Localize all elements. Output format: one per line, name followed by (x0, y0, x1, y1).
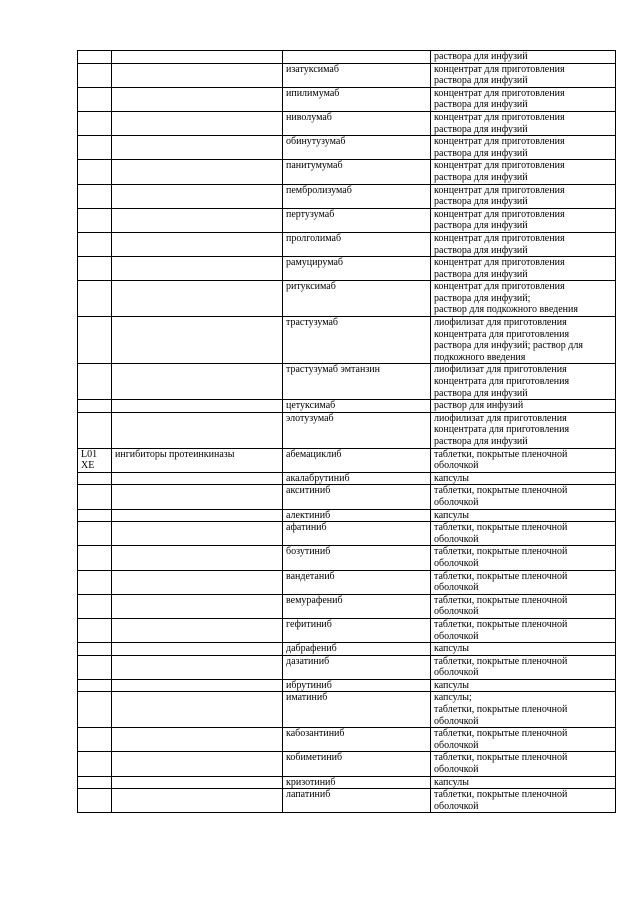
drug-name-cell: ипилимумаб (283, 87, 431, 111)
atc-code-cell (78, 63, 112, 87)
atc-code-cell (78, 570, 112, 594)
group-name-cell (112, 317, 283, 364)
table-row (78, 257, 616, 281)
table-row (78, 679, 616, 692)
dosage-form-cell: таблетки, покрытые пленочной оболочкой (431, 546, 616, 570)
dosage-form-cell: таблетки, покрытые пленочной оболочкой (431, 594, 616, 618)
atc-code-cell (78, 522, 112, 546)
atc-code-cell (78, 618, 112, 642)
table-row (78, 208, 616, 232)
table-row (78, 51, 616, 64)
table-row (78, 160, 616, 184)
drug-name-cell: ритуксимаб (283, 281, 431, 317)
dosage-form-cell: лиофилизат для приготовления концентрата для приготовления раствора для инфузий; раствор для подкожного введения (431, 317, 616, 364)
group-name-cell (112, 789, 283, 813)
drug-name-cell: бозутиниб (283, 546, 431, 570)
group-name-cell (112, 522, 283, 546)
drug-name-cell (283, 51, 431, 64)
group-name-cell (112, 679, 283, 692)
group-name-cell (112, 51, 283, 64)
group-name-cell (112, 485, 283, 509)
dosage-form-cell: капсулы (431, 776, 616, 789)
drug-name-cell: цетуксимаб (283, 400, 431, 413)
table-row (78, 570, 616, 594)
group-name-cell (112, 752, 283, 776)
group-name-cell (112, 184, 283, 208)
drug-name-cell: лапатиниб (283, 789, 431, 813)
dosage-form-cell: концентрат для приготовления раствора для инфузий (431, 111, 616, 135)
atc-code-cell (78, 546, 112, 570)
table-row (78, 232, 616, 256)
drug-name-cell: алектиниб (283, 509, 431, 522)
dosage-form-cell: таблетки, покрытые пленочной оболочкой (431, 655, 616, 679)
drug-name-cell: акситиниб (283, 485, 431, 509)
group-name-cell (112, 472, 283, 485)
drug-list-table (77, 50, 616, 813)
atc-code-cell (78, 184, 112, 208)
drug-name-cell: вандетаниб (283, 570, 431, 594)
drug-name-cell: кризотиниб (283, 776, 431, 789)
atc-code-cell (78, 728, 112, 752)
group-name-cell (112, 400, 283, 413)
group-name-cell (112, 728, 283, 752)
drug-name-cell: иматиниб (283, 692, 431, 728)
table-row (78, 752, 616, 776)
dosage-form-cell: таблетки, покрытые пленочной оболочкой (431, 789, 616, 813)
group-name-cell (112, 509, 283, 522)
drug-name-cell: кабозантиниб (283, 728, 431, 752)
dosage-form-cell: концентрат для приготовления раствора для инфузий (431, 160, 616, 184)
atc-code-cell (78, 776, 112, 789)
dosage-form-cell: таблетки, покрытые пленочной оболочкой (431, 522, 616, 546)
drug-name-cell: пролголимаб (283, 232, 431, 256)
group-name-cell (112, 232, 283, 256)
drug-name-cell: трастузумаб эмтанзин (283, 364, 431, 400)
group-name-cell (112, 160, 283, 184)
dosage-form-cell: концентрат для приготовления раствора для инфузий (431, 184, 616, 208)
table-row (78, 546, 616, 570)
drug-name-cell: абемациклиб (283, 448, 431, 472)
dosage-form-cell: капсулы; таблетки, покрытые пленочной оболочкой (431, 692, 616, 728)
drug-name-cell: афатиниб (283, 522, 431, 546)
table-row (78, 643, 616, 656)
drug-name-cell: рамуцирумаб (283, 257, 431, 281)
atc-code-cell (78, 232, 112, 256)
table-row (78, 317, 616, 364)
group-name-cell (112, 618, 283, 642)
table-row (78, 184, 616, 208)
atc-code-cell (78, 208, 112, 232)
atc-code-cell (78, 789, 112, 813)
group-name-cell (112, 412, 283, 448)
dosage-form-cell: таблетки, покрытые пленочной оболочкой (431, 570, 616, 594)
group-name-cell (112, 570, 283, 594)
dosage-form-cell: капсулы (431, 472, 616, 485)
group-name-cell (112, 776, 283, 789)
table-row (78, 412, 616, 448)
dosage-form-cell: таблетки, покрытые пленочной оболочкой (431, 448, 616, 472)
drug-name-cell: ниволумаб (283, 111, 431, 135)
atc-code-cell (78, 364, 112, 400)
atc-code-cell (78, 160, 112, 184)
atc-code-cell (78, 655, 112, 679)
dosage-form-cell: лиофилизат для приготовления концентрата для приготовления раствора для инфузий (431, 412, 616, 448)
drug-name-cell: трастузумаб (283, 317, 431, 364)
atc-code-cell (78, 281, 112, 317)
dosage-form-cell: концентрат для приготовления раствора для инфузий (431, 136, 616, 160)
group-name-cell (112, 692, 283, 728)
group-name-cell (112, 63, 283, 87)
group-name-cell (112, 208, 283, 232)
dosage-form-cell: таблетки, покрытые пленочной оболочкой (431, 752, 616, 776)
atc-code-cell (78, 257, 112, 281)
group-name-cell (112, 364, 283, 400)
table-row (78, 87, 616, 111)
table-row (78, 472, 616, 485)
table-row (78, 485, 616, 509)
atc-code-cell (78, 412, 112, 448)
group-name-cell (112, 257, 283, 281)
group-name-cell (112, 594, 283, 618)
drug-name-cell: кобиметиниб (283, 752, 431, 776)
dosage-form-cell: концентрат для приготовления раствора для инфузий (431, 257, 616, 281)
table-row (78, 776, 616, 789)
atc-code-cell (78, 485, 112, 509)
drug-name-cell: панитумумаб (283, 160, 431, 184)
dosage-form-cell: концентрат для приготовления раствора для инфузий; раствор для подкожного введения (431, 281, 616, 317)
dosage-form-cell: концентрат для приготовления раствора для инфузий (431, 87, 616, 111)
dosage-form-cell: концентрат для приготовления раствора для инфузий (431, 63, 616, 87)
table-row (78, 728, 616, 752)
table-row (78, 63, 616, 87)
dosage-form-cell: капсулы (431, 679, 616, 692)
table-row (78, 522, 616, 546)
drug-name-cell: элотузумаб (283, 412, 431, 448)
group-name-cell (112, 655, 283, 679)
group-name-cell (112, 546, 283, 570)
group-name-cell (112, 643, 283, 656)
atc-code-cell: L01 XE (78, 448, 112, 472)
drug-name-cell: изатуксимаб (283, 63, 431, 87)
atc-code-cell (78, 679, 112, 692)
dosage-form-cell: таблетки, покрытые пленочной оболочкой (431, 728, 616, 752)
table-row (78, 364, 616, 400)
drug-name-cell: обинутузумаб (283, 136, 431, 160)
group-name-cell (112, 111, 283, 135)
table-row (78, 509, 616, 522)
drug-name-cell: вемурафениб (283, 594, 431, 618)
table-row (78, 789, 616, 813)
atc-code-cell (78, 136, 112, 160)
group-name-cell (112, 136, 283, 160)
table-row (78, 594, 616, 618)
atc-code-cell (78, 509, 112, 522)
dosage-form-cell: раствора для инфузий (431, 51, 616, 64)
drug-name-cell: акалабрутиниб (283, 472, 431, 485)
table-body (78, 51, 616, 813)
drug-name-cell: дазатиниб (283, 655, 431, 679)
table-row (78, 692, 616, 728)
table-row (78, 655, 616, 679)
atc-code-cell (78, 87, 112, 111)
table-row (78, 281, 616, 317)
dosage-form-cell: лиофилизат для приготовления концентрата для приготовления раствора для инфузий (431, 364, 616, 400)
drug-name-cell: гефитиниб (283, 618, 431, 642)
dosage-form-cell: капсулы (431, 509, 616, 522)
dosage-form-cell: капсулы (431, 643, 616, 656)
group-name-cell: ингибиторы протеинкиназы (112, 448, 283, 472)
atc-code-cell (78, 692, 112, 728)
atc-code-cell (78, 400, 112, 413)
atc-code-cell (78, 643, 112, 656)
drug-name-cell: пертузумаб (283, 208, 431, 232)
table-row (78, 136, 616, 160)
atc-code-cell (78, 752, 112, 776)
table-row (78, 111, 616, 135)
atc-code-cell (78, 317, 112, 364)
drug-name-cell: пембролизумаб (283, 184, 431, 208)
atc-code-cell (78, 51, 112, 64)
drug-name-cell: дабрафениб (283, 643, 431, 656)
dosage-form-cell: раствор для инфузий (431, 400, 616, 413)
dosage-form-cell: концентрат для приготовления раствора для инфузий (431, 232, 616, 256)
group-name-cell (112, 281, 283, 317)
atc-code-cell (78, 111, 112, 135)
dosage-form-cell: таблетки, покрытые пленочной оболочкой (431, 618, 616, 642)
table-row (78, 618, 616, 642)
group-name-cell (112, 87, 283, 111)
dosage-form-cell: таблетки, покрытые пленочной оболочкой (431, 485, 616, 509)
atc-code-cell (78, 472, 112, 485)
table-row (78, 400, 616, 413)
atc-code-cell (78, 594, 112, 618)
drug-name-cell: ибрутиниб (283, 679, 431, 692)
dosage-form-cell: концентрат для приготовления раствора для инфузий (431, 208, 616, 232)
table-row (78, 448, 616, 472)
